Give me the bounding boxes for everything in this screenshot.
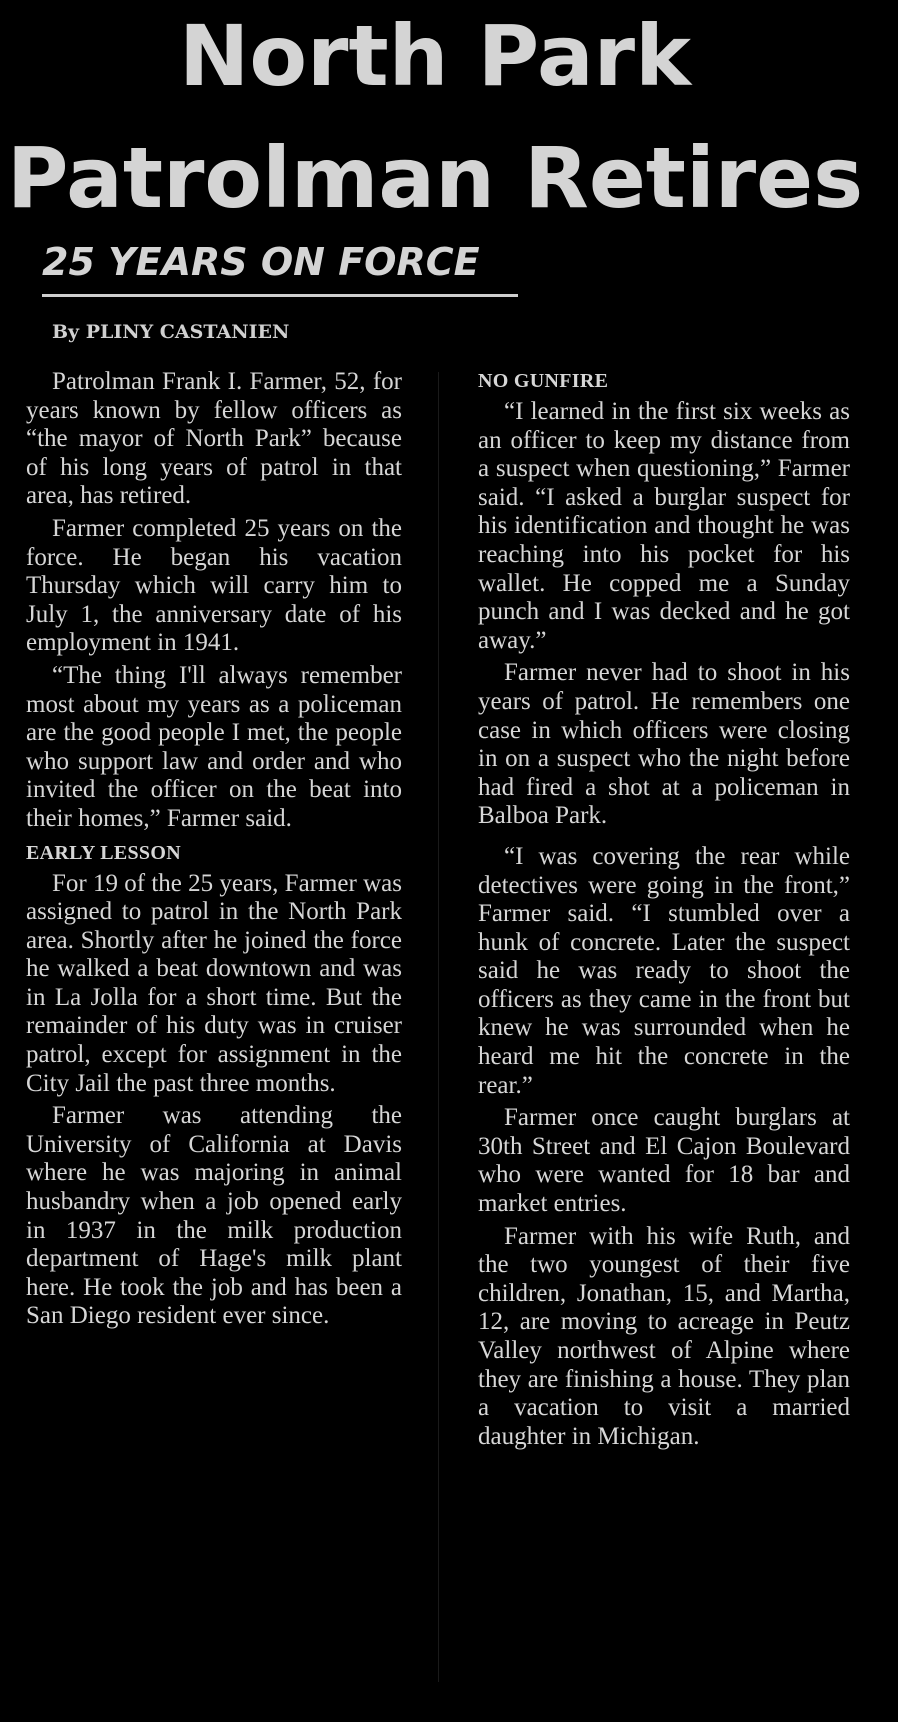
paragraph: Farmer with his wife Ruth, and the two youngest of their five children, Jonathan, 15, and Martha, 12, are moving to acreage in Peutz Valley northwest of Alpine where they are finishing a house. They plan a vacation to visit a married daughter in Michigan.	[478, 1222, 850, 1450]
paragraph: “The thing I'll always remember most about my years as a policeman are the good people I met, the people who support law and order and who invited the officer on the beat into their homes,” Farmer said.	[26, 661, 402, 832]
subheadline: 25 YEARS ON FORCE	[42, 240, 480, 284]
byline: By PLINY CASTANIEN	[52, 321, 290, 343]
section-heading-no-gunfire: NO GUNFIRE	[478, 370, 609, 392]
paragraph: “I was covering the rear while detectives were going in the front,” Farmer said. “I stumbled over a hunk of concrete. Later the suspect said he was ready to shoot the officers as they came in the front but knew he was surrounded when he heard me hit the concrete in the rear.”	[478, 842, 850, 1099]
headline-line-1: North Park	[179, 7, 691, 105]
column-divider	[438, 372, 439, 1682]
right-column	[478, 366, 850, 1455]
section-heading-early-lesson: EARLY LESSON	[26, 841, 181, 864]
paragraph: For 19 of the 25 years, Farmer was assigned to patrol in the North Park area. Shortly after he joined the force he walked a beat downtown and was in La Jolla for a short time. But the remainder of his duty was in cruiser patrol, except for assignment in the City Jail the past three months.	[26, 869, 402, 1097]
paragraph: Farmer once caught burglars at 30th Street and El Cajon Boulevard who were wanted for 18 bar and market entries.	[478, 1104, 850, 1218]
paragraph: Farmer never had to shoot in his years of patrol. He remembers one case in which officers were closing in on a suspect who the night before had fired a shot at a policeman in Balboa Park.	[478, 659, 850, 830]
paragraph: Farmer completed 25 years on the force. He began his vacation Thursday which will carry him to July 1, the anniversary date of his employment in 1941.	[26, 514, 402, 657]
paragraph: Farmer was attending the University of California at Davis where he was majoring in animal husbandry when a job opened early in 1937 in the milk production department of Hage's milk plant here. He took the job and has been a San Diego resident ever since.	[26, 1102, 402, 1330]
paragraph: “I learned in the first six weeks as an officer to keep my distance from a suspect when questioning,” Farmer said. “I asked a burglar suspect for his identification and thought he was reaching into his pocket for his wallet. He copped me a Sunday punch and I was decked and he got away.”	[478, 398, 850, 654]
subheadline-underline	[42, 294, 518, 297]
headline-line-2: Patrolman Retires	[6, 129, 864, 227]
paragraph: Patrolman Frank I. Farmer, 52, for years known by fellow officers as “the mayor of North Park” because of his long years of patrol in that area, has retired.	[26, 368, 402, 510]
left-column	[26, 368, 402, 1335]
